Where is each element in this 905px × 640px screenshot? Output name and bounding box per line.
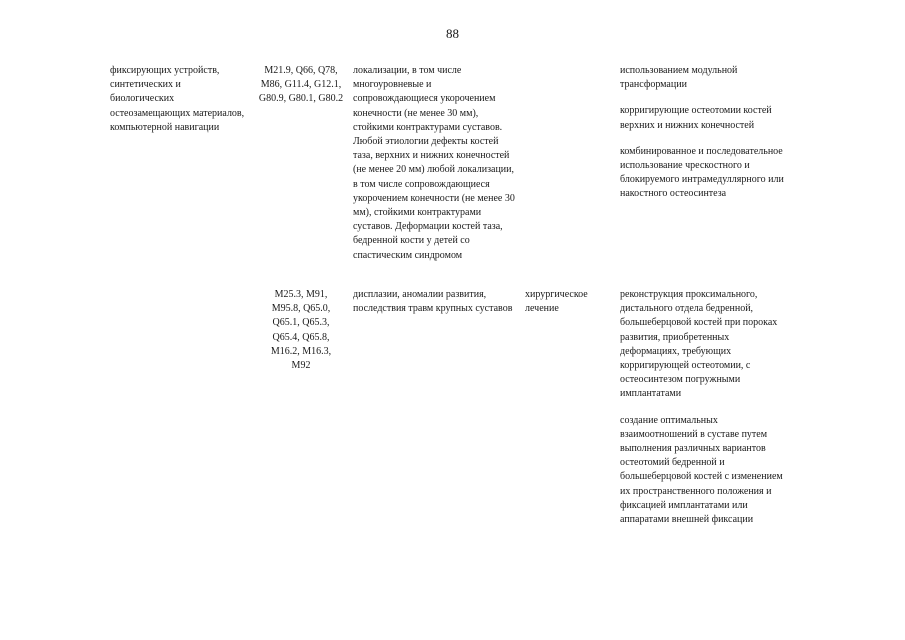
row1-codes: M21.9, Q66, Q78, M86, G11.4, G12.1, G80.9, G80.1, G80.2 xyxy=(258,65,344,105)
row2-description: дисплазии, аномалии развития, последствия травм крупных суставов xyxy=(353,289,513,315)
row1-description: локализации, в том числе многоуровневые и сопровождающиеся укорочением конечности (не менее 30 мм), стойкими контрактурами суставов. Любой этиологии дефекты костей таза, верхних и нижних конечностей (не менее 20 мм) любой локализации, в том числе сопровождающиеся укорочением конечности (не менее 30 мм), стойкими контрактурами суставов. Деформации костей таза, бедренной кости у детей со спастическим синдромом xyxy=(353,65,515,261)
method-item: комбинированное и последовательное использование чрескостного и блокируемого интрамедуллярного или накостного остеосинтеза xyxy=(620,145,784,200)
row2-codes: M25.3, M91, M95.8, Q65.0, Q65.1, Q65.3, Q65.4, Q65.8, M16.2, M16.3, M92 xyxy=(270,289,332,372)
page-number: 88 xyxy=(446,26,459,41)
row1-methods xyxy=(620,64,788,202)
method-item: реконструкция проксимального, дистального отдела бедренной, большеберцовой костей при пороках развития, приобретенных деформациях, требующих корригирующей остеотомии, с остеосинтезом погружными имплантатами xyxy=(620,289,778,400)
method-item: корригирующие остеотомии костей верхних и нижних конечностей xyxy=(620,105,772,131)
row2-treatment-type: хирургическое лечение xyxy=(525,289,588,315)
row1-col1-text: фиксирующих устройств, синтетических и биологических остеозамещающих материалов, компьютерной навигации xyxy=(110,65,245,133)
method-item: создание оптимальных взаимоотношений в суставе путем выполнения различных вариантов остеотомий бедренной и большеберцовой костей с изменением их пространственного положения и фиксацией имплантатами или аппаратами внешней фиксации xyxy=(620,414,783,526)
method-item: использованием модульной трансформации xyxy=(620,65,738,91)
row2-methods xyxy=(620,288,788,527)
